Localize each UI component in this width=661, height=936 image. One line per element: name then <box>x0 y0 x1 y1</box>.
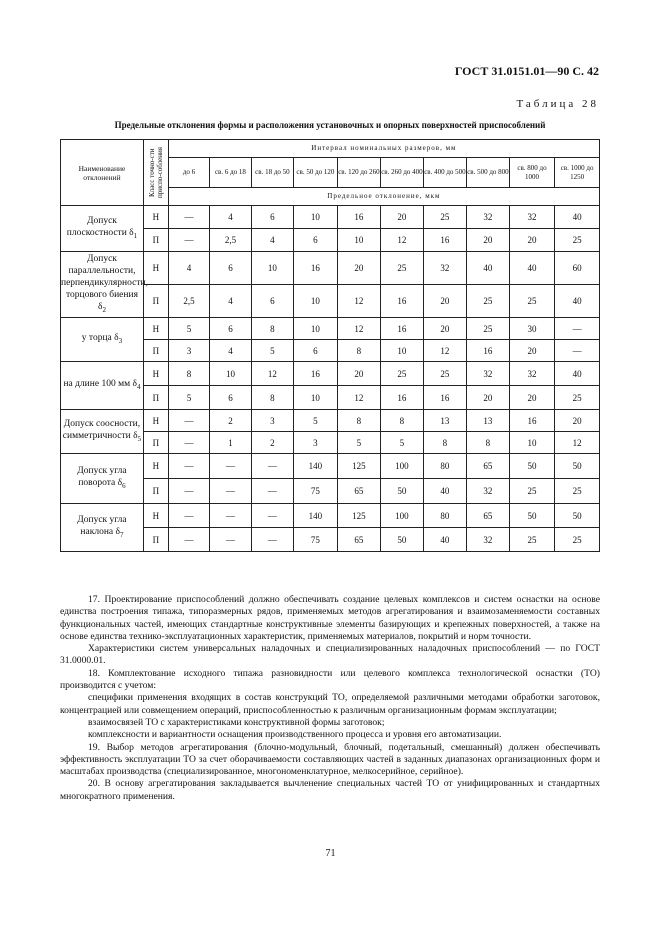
deviation-header: Предельное отклонение, мкм <box>168 188 599 206</box>
tolerance-value: 16 <box>294 362 338 386</box>
tolerance-value: 8 <box>251 318 293 340</box>
tolerance-value: — <box>168 206 209 229</box>
paragraph: специфики применения входящих в состав конструкций ТО, определяемой различными методами обработки заготовок, концентрацией или совмещением операций, приспособленностью к различным организационным формам эксплуатации; <box>60 692 600 716</box>
tolerance-value: 10 <box>210 362 251 386</box>
table-row <box>61 252 600 285</box>
tolerance-value: 12 <box>337 285 381 318</box>
tolerance-value: 4 <box>210 206 251 229</box>
tolerance-value: 40 <box>555 362 600 386</box>
tolerance-value: 50 <box>509 454 555 479</box>
tolerance-value: 6 <box>251 206 293 229</box>
tolerance-value: 2 <box>251 432 293 454</box>
tolerance-value: 10 <box>294 318 338 340</box>
tolerance-value: 25 <box>423 362 467 386</box>
tolerance-value: 32 <box>467 206 509 229</box>
tolerance-value: 8 <box>337 410 381 432</box>
tolerance-value: 20 <box>423 285 467 318</box>
tolerance-value: 16 <box>423 386 467 410</box>
tolerance-value: — <box>210 454 251 479</box>
tolerance-value: 5 <box>168 318 209 340</box>
accuracy-class: П <box>143 479 168 504</box>
tolerance-value: 8 <box>423 432 467 454</box>
tolerance-value: 3 <box>168 340 209 362</box>
tolerance-value: 10 <box>509 432 555 454</box>
interval-header: Интервал номинальных размеров, мм <box>168 140 599 158</box>
accuracy-class: П <box>143 285 168 318</box>
body-text <box>60 594 600 803</box>
accuracy-class: Н <box>143 206 168 229</box>
tolerance-value: 6 <box>210 252 251 285</box>
accuracy-class: Н <box>143 362 168 386</box>
tolerance-value: — <box>168 479 209 504</box>
accuracy-class: Н <box>143 410 168 432</box>
deviation-name: у торца $\delta_3$ <box>61 318 144 362</box>
tolerance-value: 20 <box>467 386 509 410</box>
tolerance-table <box>60 139 600 552</box>
tolerance-value: 100 <box>381 454 423 479</box>
paragraph: 18. Комплектование исходного типажа разновидности или целевого комплекса технологической оснастки (ТО) производится с учетом: <box>60 667 600 692</box>
interval-header-cell: св. 800 до 1000 <box>509 158 555 188</box>
tolerance-value: 8 <box>251 386 293 410</box>
tolerance-value: 25 <box>555 528 600 552</box>
table-row <box>61 318 600 340</box>
tolerance-value: 25 <box>381 252 423 285</box>
tolerance-value: 12 <box>337 318 381 340</box>
tolerance-value: — <box>168 504 209 528</box>
tolerance-value: 32 <box>467 362 509 386</box>
tolerance-value: — <box>251 504 293 528</box>
tolerance-value: 10 <box>294 206 338 229</box>
tolerance-value: — <box>251 528 293 552</box>
tolerance-value: 10 <box>251 252 293 285</box>
accuracy-class: Н <box>143 252 168 285</box>
tolerance-value: — <box>168 410 209 432</box>
tolerance-value: 4 <box>210 340 251 362</box>
deviation-name: Допуск угла поворота $\delta_6$ <box>61 454 144 504</box>
tolerance-value: 16 <box>381 285 423 318</box>
table-row <box>61 454 600 479</box>
tolerance-value: 20 <box>423 318 467 340</box>
table-label: Таблица 28 <box>516 98 599 110</box>
tolerance-value: 25 <box>423 206 467 229</box>
tolerance-value: 16 <box>337 206 381 229</box>
tolerance-value: 30 <box>509 318 555 340</box>
tolerance-value: 32 <box>509 362 555 386</box>
table-row <box>61 410 600 432</box>
tolerance-value: 5 <box>251 340 293 362</box>
deviation-name: Допуск плоскостности $\delta_1$ <box>61 206 144 252</box>
paragraph: комплексности и вариантности оснащения производственного процесса и уровня его автоматизации. <box>88 729 502 741</box>
tolerance-value: 25 <box>555 229 600 252</box>
interval-header-cell: св. 1000 до 1250 <box>555 158 600 188</box>
tolerance-value: 40 <box>555 285 600 318</box>
tolerance-value: 16 <box>423 229 467 252</box>
tolerance-value: 40 <box>509 252 555 285</box>
tolerance-value: 40 <box>423 528 467 552</box>
tolerance-value: 25 <box>381 362 423 386</box>
tolerance-value: 16 <box>294 252 338 285</box>
tolerance-value: 80 <box>423 454 467 479</box>
tolerance-value: 50 <box>381 528 423 552</box>
tolerance-value: 20 <box>509 386 555 410</box>
tolerance-value: 10 <box>337 229 381 252</box>
tolerance-value: 32 <box>423 252 467 285</box>
interval-header-cell: св. 260 до 400 <box>381 158 423 188</box>
tolerance-value: 12 <box>251 362 293 386</box>
tolerance-value: 4 <box>168 252 209 285</box>
tolerance-value: 40 <box>555 206 600 229</box>
tolerance-value: 2,5 <box>168 285 209 318</box>
tolerance-value: 50 <box>509 504 555 528</box>
tolerance-value: 40 <box>467 252 509 285</box>
interval-header-cell: св. 6 до 18 <box>210 158 251 188</box>
tolerance-value: 65 <box>467 454 509 479</box>
tolerance-value: 8 <box>467 432 509 454</box>
accuracy-class: Н <box>143 504 168 528</box>
tolerance-value: — <box>555 318 600 340</box>
tolerance-value: 16 <box>381 318 423 340</box>
table-caption: Предельные отклонения формы и расположения установочных и опорных поверхностей приспособлений <box>114 120 546 130</box>
tolerance-value: 8 <box>337 340 381 362</box>
tolerance-value: — <box>168 432 209 454</box>
tolerance-value: 10 <box>381 340 423 362</box>
paragraph: 17. Проектирование приспособлений должно обеспечивать создание целевых комплексов и систем оснастки на основе единства построения типажа, типоразмерных рядов, применяемых методов агрегатирования и взаимозаменяемости составных функциональных частей, имеющих стандартные конструктивные элементы базирующих и крепежных поверхностей, а также на основе единства технико-эксплуатационных характеристик, применяемых материалов, покрытий и норм точности. <box>60 594 600 642</box>
tolerance-value: 12 <box>555 432 600 454</box>
tolerance-value: 40 <box>423 479 467 504</box>
accuracy-class: П <box>143 229 168 252</box>
tolerance-value: 32 <box>467 479 509 504</box>
tolerance-value: 6 <box>210 318 251 340</box>
tolerance-value: 20 <box>337 362 381 386</box>
tolerance-value: 6 <box>294 340 338 362</box>
tolerance-value: 6 <box>294 229 338 252</box>
tolerance-value: 16 <box>467 340 509 362</box>
tolerance-value: 10 <box>294 386 338 410</box>
tolerance-value: — <box>251 454 293 479</box>
page-number: 71 <box>325 848 336 859</box>
tolerance-value: 125 <box>337 504 381 528</box>
tolerance-value: 25 <box>509 528 555 552</box>
tolerance-value: — <box>168 454 209 479</box>
accuracy-class: П <box>143 528 168 552</box>
tolerance-value: 2,5 <box>210 229 251 252</box>
tolerance-value: 13 <box>423 410 467 432</box>
interval-header-cell: до 6 <box>168 158 209 188</box>
tolerance-value: 65 <box>467 504 509 528</box>
tolerance-value: — <box>210 504 251 528</box>
tolerance-value: 20 <box>555 410 600 432</box>
deviation-name: Допуск угла наклона $\delta_7$ <box>61 504 144 552</box>
tolerance-value: 20 <box>337 252 381 285</box>
paragraph: взаимосвязей ТО с характеристиками конструктивной формы заготовок; <box>88 716 385 728</box>
accuracy-class: П <box>143 386 168 410</box>
tolerance-value: 140 <box>294 504 338 528</box>
tolerance-value: 1 <box>210 432 251 454</box>
tolerance-value: 12 <box>423 340 467 362</box>
deviation-name: Допуск соосности, симметричности $\delta_5$ <box>61 410 144 454</box>
tolerance-value: 140 <box>294 454 338 479</box>
tolerance-value: 20 <box>509 229 555 252</box>
paragraph: 20. В основу агрегатирования закладывается вычленение специальных частей ТО от унифицированных и стандартных многократного применения. <box>60 778 600 802</box>
tolerance-value: 4 <box>251 229 293 252</box>
tolerance-value: 4 <box>210 285 251 318</box>
tolerance-value: 75 <box>294 479 338 504</box>
tolerance-value: — <box>168 229 209 252</box>
paragraph: Характеристики систем универсальных наладочных и специализированных наладочных приспособлений — по ГОСТ 31.0000.01. <box>60 643 600 667</box>
interval-header-cell: св. 500 до 800 <box>467 158 509 188</box>
table-row <box>61 206 600 229</box>
tolerance-value: 32 <box>467 528 509 552</box>
accuracy-class: Н <box>143 318 168 340</box>
tolerance-value: 16 <box>509 410 555 432</box>
tolerance-value: — <box>555 340 600 362</box>
col-header-name: Наименование отклонений <box>61 140 144 206</box>
tolerance-value: 2 <box>210 410 251 432</box>
tolerance-value: — <box>168 528 209 552</box>
deviation-name: на длине 100 мм $\delta_4$ <box>61 362 144 410</box>
interval-header-cell: св. 120 до 260 <box>337 158 381 188</box>
tolerance-value: 25 <box>467 318 509 340</box>
tolerance-value: — <box>210 479 251 504</box>
tolerance-value: 13 <box>467 410 509 432</box>
interval-header-cell: св. 400 до 500 <box>423 158 467 188</box>
tolerance-value: 20 <box>509 340 555 362</box>
tolerance-value: 10 <box>294 285 338 318</box>
tolerance-value: 5 <box>381 432 423 454</box>
tolerance-value: 12 <box>381 229 423 252</box>
tolerance-value: 8 <box>381 410 423 432</box>
tolerance-value: 3 <box>251 410 293 432</box>
table-row <box>61 362 600 386</box>
tolerance-value: 20 <box>381 206 423 229</box>
paragraph: 19. Выбор методов агрегатирования (блочно-модульный, блочный, подетальный, смешанный) должен обеспечивать эффективность эксплуатации ТО за счет оборачиваемости составляющих частей в заданных диапазонах организационных форм и масштабах производства (специализированное, многономенклатурное, мелкосерийное, серийное). <box>60 741 600 778</box>
tolerance-value: 50 <box>555 454 600 479</box>
accuracy-class: П <box>143 432 168 454</box>
accuracy-class: Н <box>143 454 168 479</box>
col-header-class: Класс точно-сти приспо-собления <box>143 140 168 206</box>
tolerance-value: 25 <box>509 479 555 504</box>
tolerance-value: 125 <box>337 454 381 479</box>
tolerance-value: 6 <box>210 386 251 410</box>
tolerance-value: 75 <box>294 528 338 552</box>
tolerance-value: 12 <box>337 386 381 410</box>
tolerance-value: 5 <box>294 410 338 432</box>
tolerance-value: — <box>251 479 293 504</box>
tolerance-value: 5 <box>168 386 209 410</box>
tolerance-value: 60 <box>555 252 600 285</box>
standard-header: ГОСТ 31.0151.01—90 С. 42 <box>454 64 599 78</box>
interval-header-cell: св. 50 до 120 <box>294 158 338 188</box>
tolerance-value: 65 <box>337 479 381 504</box>
tolerance-value: 5 <box>337 432 381 454</box>
tolerance-value: 25 <box>467 285 509 318</box>
tolerance-value: — <box>210 528 251 552</box>
tolerance-value: 25 <box>555 479 600 504</box>
tolerance-value: 25 <box>555 386 600 410</box>
tolerance-value: 80 <box>423 504 467 528</box>
tolerance-value: 3 <box>294 432 338 454</box>
tolerance-value: 20 <box>467 229 509 252</box>
interval-header-cell: св. 18 до 50 <box>251 158 293 188</box>
tolerance-value: 25 <box>509 285 555 318</box>
tolerance-value: 50 <box>381 479 423 504</box>
tolerance-value: 6 <box>251 285 293 318</box>
tolerance-value: 8 <box>168 362 209 386</box>
tolerance-value: 16 <box>381 386 423 410</box>
tolerance-value: 100 <box>381 504 423 528</box>
tolerance-value: 65 <box>337 528 381 552</box>
tolerance-value: 32 <box>509 206 555 229</box>
accuracy-class: П <box>143 340 168 362</box>
table-row <box>61 504 600 528</box>
tolerance-value: 50 <box>555 504 600 528</box>
deviation-name: Допуск параллельности, перпендикулярности, торцового биения $\delta_2$ <box>61 252 144 318</box>
